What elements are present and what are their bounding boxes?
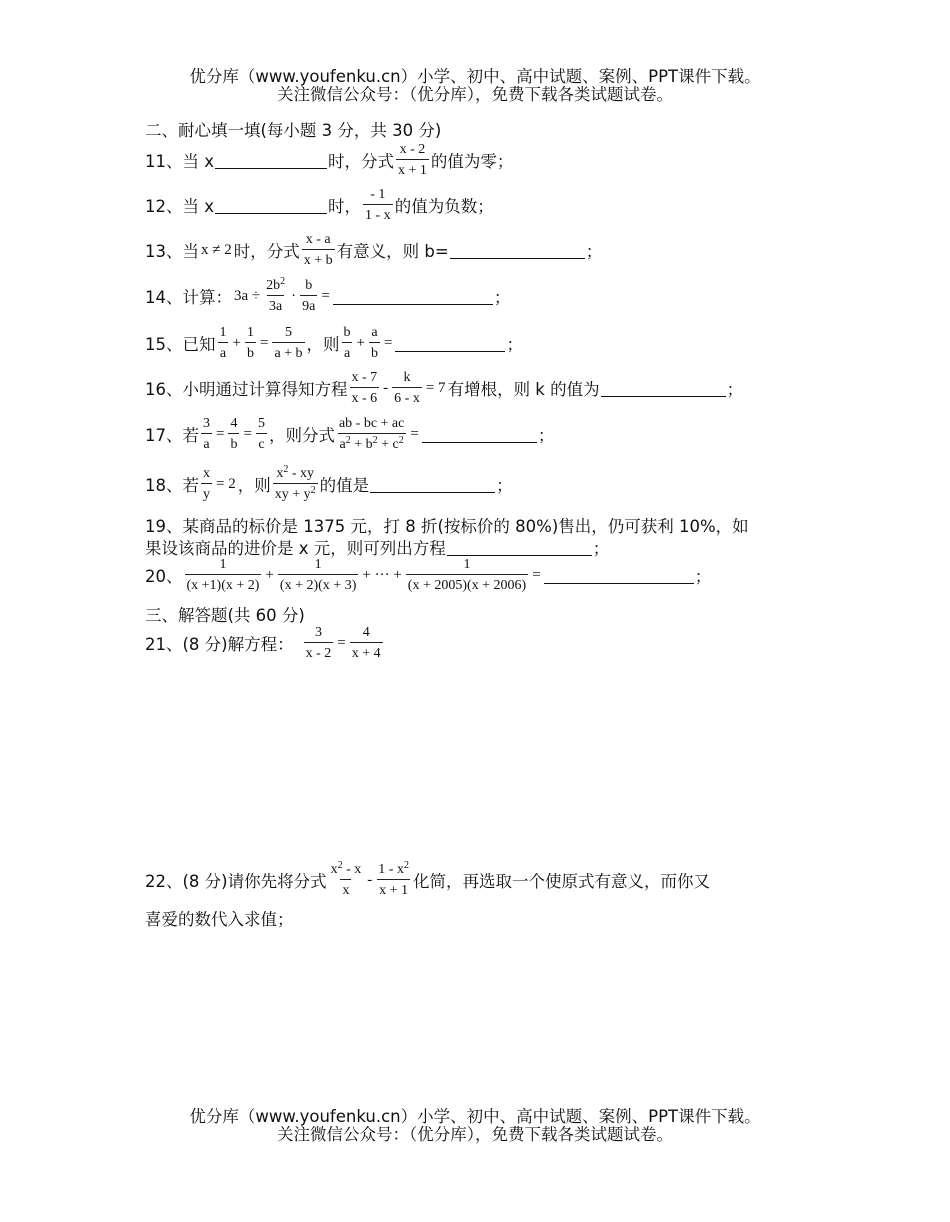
footer-line-2: 关注微信公众号：（优分库），免费下载各类试题试卷。 [277,1125,673,1144]
question-15: 15、已知 $\frac{1}{a}$ + $\frac{1}{b}$ = $\frac{5}{a + b}$ ，则 $\frac{b}{a}$ + $\frac{a}{b}$ = ； [145,325,523,361]
fraction: $\frac{2b^2}{3a}$ [266,276,286,314]
fraction: $\frac{3}{a}$ [203,416,210,452]
question-20: 20、 $\frac{1}{(x +1)(x + 2)}$ + $\frac{1}{(x + 2)(x + 3)}$ + ··· + $\frac{1}{(x + 2005)(x + 2006)}$ = ； [145,557,712,593]
question-22: 22、(8 分)请你先将分式 $\frac{x^2 - x}{x}$ - $\frac{1 - x^2}{x + 1}$ 化简，再选取一个使原式有意义，而你又 [145,860,710,898]
fraction: $\frac{3}{x - 2}$ [305,625,332,661]
fraction: $\frac{a}{b}$ [371,325,379,361]
fraction: $\frac{5}{a + b}$ [274,325,303,361]
section-3-title: 三、解答题(共 60 分) [145,606,305,625]
fraction: $\frac{x - a}{x + b}$ [303,232,333,268]
question-12: 12、当 x 时， $\frac{- 1}{1 - x}$ 的值为负数； [145,187,494,223]
question-19-line-2: 果设该商品的进价是 x 元，则可列出方程 ； [145,539,610,558]
answer-blank-12[interactable] [215,197,327,214]
answer-blank-18[interactable] [370,476,495,493]
fraction: $\frac{x^2 - xy}{xy + y^2}$ [274,464,316,502]
fraction: $\frac{x - 2}{x + 1}$ [398,142,427,178]
question-19-line-1: 19、某商品的标价是 1375 元，打 8 折(按标价的 80%)售出，仍可获利 10%，如 [145,517,749,536]
page-footer [0,1108,950,1144]
answer-blank-15[interactable] [395,335,505,352]
header-line-1: 优分库（www.youfenku.cn）小学、初中、高中试题、案例、PPT课件下载。 [189,67,761,86]
fraction: $\frac{b}{9a}$ [302,278,316,314]
question-18: 18、若 $\frac{x}{y}$ = 2 ，则 $\frac{x^2 - xy}{xy + y^2}$ 的值是 ； [145,464,513,502]
fraction: $\frac{b}{a}$ [343,325,351,361]
question-22-line-2: 喜爱的数代入求值； [145,910,294,929]
answer-blank-11[interactable] [215,152,327,169]
fraction: $\frac{1 - x^2}{x + 1}$ [378,860,409,898]
question-11: 11、当 x 时，分式 $\frac{x - 2}{x + 1}$ 的值为零； [145,142,514,178]
fraction: $\frac{ab - bc + ac}{a^2 + b^2 + c^2}$ [338,416,405,452]
question-16: 16、小明通过计算得知方程 $\frac{x - 7}{x - 6}$ - $\frac{k}{6 - x}$ = 7 有增根，则 k 的值为 ； [145,370,744,406]
answer-blank-19[interactable] [447,539,592,556]
answer-blank-16[interactable] [601,380,726,397]
header-line-2: 关注微信公众号：（优分库），免费下载各类试题试卷。 [277,85,673,104]
answer-blank-20[interactable] [544,567,694,584]
question-21: 21、(8 分)解方程： $\frac{3}{x - 2}$ = $\frac{4}{x + 4}$ [145,625,381,661]
fraction: $\frac{x - 7}{x - 6}$ [351,370,378,406]
fraction: $\frac{4}{b}$ [230,416,238,452]
question-13: 13、当 x ≠ 2 时，分式 $\frac{x - a}{x + b}$ 有意义，则 b= ； [145,232,603,268]
question-14: 14、计算： 3a ÷ $\frac{2b^2}{3a}$ · $\frac{b}{9a}$ = ； [145,276,511,314]
question-17: 17、若 $\frac{3}{a}$ = $\frac{4}{b}$ = $\frac{5}{c}$ ，则分式 $\frac{ab - bc + ac}{a^2 + b^2 + c^2}$ = ； [145,416,555,452]
fraction: $\frac{4}{x + 4}$ [351,625,381,661]
answer-blank-13[interactable] [450,242,585,259]
page-header [0,68,950,104]
answer-blank-17[interactable] [422,426,537,443]
fraction: $\frac{x}{y}$ [203,466,210,502]
condition: x ≠ 2 [201,241,232,258]
fraction: $\frac{- 1}{1 - x}$ [365,187,391,223]
fraction: $\frac{1}{(x + 2)(x + 3)}$ [279,557,357,593]
fraction: $\frac{k}{6 - x}$ [394,370,420,406]
section-2-title: 二、耐心填一填(每小题 3 分，共 30 分) [145,121,442,140]
fraction: $\frac{1}{a}$ [219,325,227,361]
fraction: $\frac{1}{(x +1)(x + 2)}$ [186,557,260,593]
fraction: $\frac{x^2 - x}{x}$ [330,860,362,898]
answer-blank-14[interactable] [333,288,493,305]
fraction: $\frac{5}{c}$ [257,416,265,452]
fraction: $\frac{1}{b}$ [246,325,254,361]
footer-line-1: 优分库（www.youfenku.cn）小学、初中、高中试题、案例、PPT课件下载。 [189,1107,761,1126]
fraction: $\frac{1}{(x + 2005)(x + 2006)}$ [407,557,527,593]
